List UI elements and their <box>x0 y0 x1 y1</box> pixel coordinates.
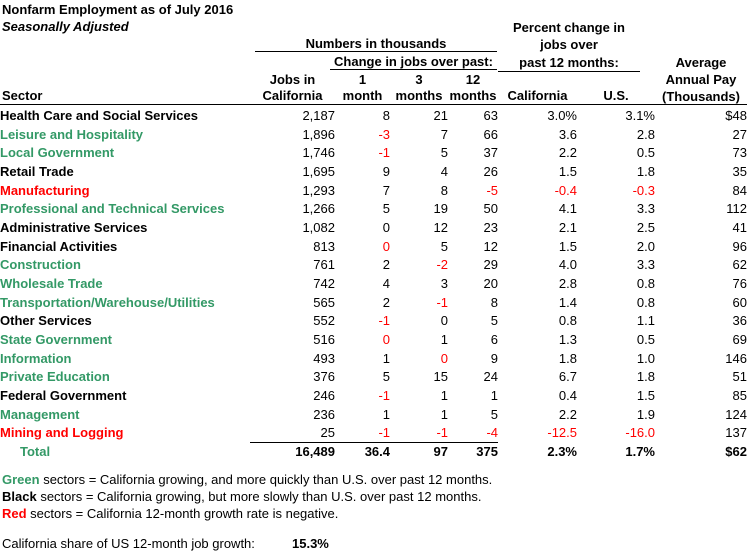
value-cell: 97 <box>390 442 448 461</box>
value-cell: -16.0 <box>625 425 655 441</box>
header-percent-change-line2: jobs over <box>540 37 598 53</box>
california-share-label: California share of US 12-month job growth: <box>2 536 255 551</box>
table-row <box>0 125 747 144</box>
sector-name: Mining and Logging <box>0 425 124 441</box>
value-cell: 1 <box>440 387 448 403</box>
value-cell: 2.8 <box>636 126 655 142</box>
value-cell: 63 <box>483 107 498 123</box>
sector-name: Professional and Technical Services <box>0 201 225 217</box>
column-header-jobs-in-california: Jobs in California <box>262 72 323 103</box>
value-cell: 7 <box>440 126 448 142</box>
value-cell: 0.5 <box>636 331 655 347</box>
value-cell: 5 <box>440 238 448 254</box>
value-cell: $62 <box>725 443 747 459</box>
value-cell: 236 <box>313 406 335 422</box>
value-cell: 1,266 <box>302 201 335 217</box>
value-cell: 124 <box>725 406 747 422</box>
table-row <box>0 386 747 405</box>
value-cell: 36.4 <box>335 442 390 461</box>
value-cell: 1.4 <box>558 294 577 310</box>
value-cell: 9 <box>382 163 390 179</box>
value-cell: 1 <box>440 331 448 347</box>
sector-name: Management <box>0 406 80 422</box>
legend-text-green: sectors = California growing, and more quickly than U.S. over past 12 months. <box>39 472 493 487</box>
value-cell: 552 <box>313 313 335 329</box>
value-cell: -2 <box>436 257 448 273</box>
legend-text-black: sectors = California growing, but more slowly than U.S. over past 12 months. <box>36 489 482 505</box>
value-cell: 96 <box>732 238 747 254</box>
value-cell: 2.8 <box>558 275 577 291</box>
value-cell: 27 <box>732 126 747 142</box>
value-cell: -5 <box>486 182 498 198</box>
value-cell: 6 <box>490 331 498 347</box>
value-cell: 1.5 <box>636 387 655 403</box>
value-cell: 69 <box>732 331 747 347</box>
value-cell: 8 <box>490 294 498 310</box>
value-cell: 5 <box>382 369 390 385</box>
sector-name: State Government <box>0 331 112 347</box>
column-header-1-month: 1 month <box>342 72 383 103</box>
value-cell: -0.4 <box>554 182 577 198</box>
value-cell: 50 <box>483 201 498 217</box>
header-average-line3: (Thousands) <box>662 89 740 104</box>
sector-name: Health Care and Social Services <box>0 107 198 123</box>
sector-name: Wholesale Trade <box>0 275 103 291</box>
value-cell: 1 <box>382 406 390 422</box>
value-cell: 137 <box>725 425 747 441</box>
value-cell: -3 <box>378 126 390 142</box>
value-cell: 4.1 <box>558 201 577 217</box>
value-cell: -1 <box>436 425 448 440</box>
value-cell: -1 <box>436 294 448 310</box>
sector-name: Retail Trade <box>0 163 74 179</box>
value-cell: 0 <box>382 219 390 235</box>
value-cell: 1,896 <box>302 126 335 142</box>
table-row <box>0 405 747 424</box>
page-subtitle: Seasonally Adjusted <box>2 19 129 34</box>
value-cell: 146 <box>725 350 747 366</box>
value-cell: 73 <box>732 145 747 161</box>
value-cell: 0.4 <box>558 387 577 403</box>
legend-term-black: Black <box>2 489 37 505</box>
value-cell: 21 <box>433 107 448 123</box>
value-cell: 0 <box>440 313 448 329</box>
table-row <box>0 293 747 312</box>
header-percent-change-line1: Percent change in <box>513 20 625 35</box>
employment-table-body <box>0 106 747 461</box>
table-row <box>0 367 747 386</box>
header-percent-change-line3: past 12 months: <box>519 54 619 70</box>
value-cell: 0.8 <box>636 294 655 310</box>
sector-name: Construction <box>0 257 81 273</box>
sector-name: Local Government <box>0 145 115 161</box>
value-cell: 3.1% <box>625 107 655 123</box>
value-cell: -0.3 <box>632 182 655 198</box>
table-row <box>0 423 747 442</box>
value-cell: 1.8 <box>636 369 655 385</box>
value-cell: 5 <box>440 145 448 161</box>
value-cell: 2.2 <box>558 145 577 161</box>
table-row <box>0 311 747 330</box>
table-row <box>0 162 747 181</box>
value-cell: 2 <box>382 294 390 310</box>
value-cell: 8 <box>382 107 390 123</box>
sector-name: Information <box>0 350 72 366</box>
sector-name: Leisure and Hospitality <box>0 126 144 142</box>
value-cell: 36 <box>732 313 747 329</box>
legend-text-red: sectors = California 12-month growth rate is negative. <box>26 506 339 522</box>
sector-name: Administrative Services <box>0 219 148 235</box>
value-cell: 0 <box>382 238 390 254</box>
value-cell: 1.5 <box>558 163 577 179</box>
column-header-12-months: 12 months <box>449 72 497 103</box>
value-cell: 112 <box>726 201 747 217</box>
sector-name: Total <box>20 443 51 459</box>
value-cell: 5 <box>490 406 498 422</box>
value-cell: 565 <box>313 294 335 310</box>
value-cell: 1.1 <box>636 313 655 329</box>
value-cell: 1 <box>382 350 390 366</box>
value-cell: 516 <box>313 331 335 347</box>
table-row <box>0 181 747 200</box>
value-cell: 3 <box>440 275 448 291</box>
value-cell: 246 <box>313 387 335 403</box>
value-cell: 76 <box>732 275 747 291</box>
value-cell: 3.0% <box>547 107 577 123</box>
value-cell: 3.3 <box>636 201 655 217</box>
table-row <box>0 330 747 349</box>
header-percent-change <box>498 19 640 72</box>
value-cell: $48 <box>725 107 747 123</box>
value-cell: 1.3 <box>558 331 577 347</box>
header-average-line1: Average <box>675 55 727 70</box>
value-cell: 2 <box>382 257 390 273</box>
value-cell: 0 <box>440 350 448 366</box>
value-cell: 41 <box>732 219 747 235</box>
column-header-3-months: 3 months <box>395 72 443 103</box>
value-cell: 3.6 <box>558 126 577 142</box>
value-cell: 4.0 <box>558 257 577 273</box>
value-cell: 24 <box>483 369 498 385</box>
column-header-california: California <box>507 88 568 103</box>
value-cell: 4 <box>382 275 390 291</box>
value-cell: 1 <box>490 387 498 403</box>
value-cell: 1 <box>440 406 448 422</box>
value-cell: 742 <box>313 275 335 291</box>
page-title: Nonfarm Employment as of July 2016 <box>2 2 234 17</box>
value-cell: 85 <box>732 387 747 403</box>
legend-line-black <box>2 488 492 505</box>
value-cell: 4 <box>440 163 448 179</box>
value-cell: 2.2 <box>558 406 577 422</box>
value-cell: 66 <box>483 126 498 142</box>
value-cell: 0.5 <box>636 145 655 161</box>
value-cell: 26 <box>483 163 498 179</box>
value-cell: 2.5 <box>636 219 655 235</box>
value-cell: 35 <box>732 163 747 179</box>
table-row <box>0 199 747 218</box>
header-change-in-jobs: Change in jobs over past: <box>330 54 497 70</box>
legend-term-red: Red <box>2 506 27 522</box>
column-header-us: U.S. <box>603 88 629 103</box>
value-cell: 2,187 <box>302 107 335 123</box>
value-cell: 9 <box>490 350 498 366</box>
legend-line-red <box>2 505 492 522</box>
value-cell: 19 <box>433 201 448 217</box>
value-cell: 2.3% <box>547 443 577 459</box>
legend-term-green: Green <box>2 472 40 487</box>
value-cell: -1 <box>378 145 390 161</box>
table-row <box>0 274 747 293</box>
value-cell: 23 <box>483 219 498 235</box>
value-cell: 0 <box>382 331 390 347</box>
table-row <box>0 255 747 274</box>
value-cell: 1,293 <box>302 182 335 198</box>
value-cell: 1,695 <box>302 163 335 179</box>
value-cell: 493 <box>313 350 335 366</box>
sector-name: Transportation/Warehouse/Utilities <box>0 294 215 310</box>
column-header-sector: Sector <box>2 88 43 103</box>
value-cell: 29 <box>483 257 498 273</box>
value-cell: 16,489 <box>250 442 335 461</box>
value-cell: 1.0 <box>636 350 655 366</box>
sector-name: Manufacturing <box>0 182 90 198</box>
table-row <box>0 349 747 368</box>
value-cell: 51 <box>732 369 747 385</box>
value-cell: -12.5 <box>547 425 577 441</box>
value-cell: -1 <box>378 313 390 329</box>
value-cell: 5 <box>490 313 498 329</box>
value-cell: 1.9 <box>636 406 655 422</box>
value-cell: 1.8 <box>558 350 577 366</box>
value-cell: 2.1 <box>558 219 577 235</box>
value-cell: 12 <box>483 238 498 254</box>
value-cell: 1,746 <box>302 145 335 161</box>
value-cell: 3.3 <box>636 257 655 273</box>
value-cell: 37 <box>483 145 498 161</box>
employment-table <box>0 106 747 461</box>
value-cell: 0.8 <box>558 313 577 329</box>
value-cell: 761 <box>313 257 335 273</box>
header-average-line2: Annual Pay <box>665 72 737 87</box>
value-cell: 7 <box>382 182 390 198</box>
value-cell: 1,082 <box>302 219 335 235</box>
value-cell: 5 <box>382 201 390 217</box>
value-cell: 375 <box>448 442 498 461</box>
header-average-annual-pay <box>655 54 747 105</box>
value-cell: -1 <box>378 425 390 440</box>
total-row <box>0 442 747 461</box>
sector-name: Federal Government <box>0 387 127 403</box>
value-cell: 0.8 <box>636 275 655 291</box>
sector-name: Private Education <box>0 369 110 385</box>
header-divider <box>0 104 747 105</box>
table-row <box>0 143 747 162</box>
value-cell: -1 <box>378 387 390 403</box>
color-legend <box>2 471 492 523</box>
value-cell: 1.5 <box>558 238 577 254</box>
value-cell: 8 <box>440 182 448 198</box>
header-numbers-in-thousands: Numbers in thousands <box>255 36 497 52</box>
value-cell: 20 <box>483 275 498 291</box>
value-cell: 25 <box>320 425 335 440</box>
legend-line-green <box>2 471 492 488</box>
sector-name: Other Services <box>0 313 92 329</box>
value-cell: 62 <box>732 257 747 273</box>
value-cell: 2.0 <box>636 238 655 254</box>
table-row <box>0 106 747 125</box>
table-row <box>0 237 747 256</box>
value-cell: 1.8 <box>636 163 655 179</box>
value-cell: 376 <box>313 369 335 385</box>
california-share-value: 15.3% <box>292 536 329 551</box>
value-cell: -4 <box>486 425 498 440</box>
value-cell: 15 <box>433 369 448 385</box>
value-cell: 813 <box>313 238 335 254</box>
value-cell: 60 <box>732 294 747 310</box>
value-cell: 6.7 <box>558 369 577 385</box>
value-cell: 1.7% <box>625 443 655 459</box>
table-row <box>0 218 747 237</box>
sector-name: Financial Activities <box>0 238 118 254</box>
value-cell: 12 <box>433 219 448 235</box>
value-cell: 84 <box>732 182 747 198</box>
